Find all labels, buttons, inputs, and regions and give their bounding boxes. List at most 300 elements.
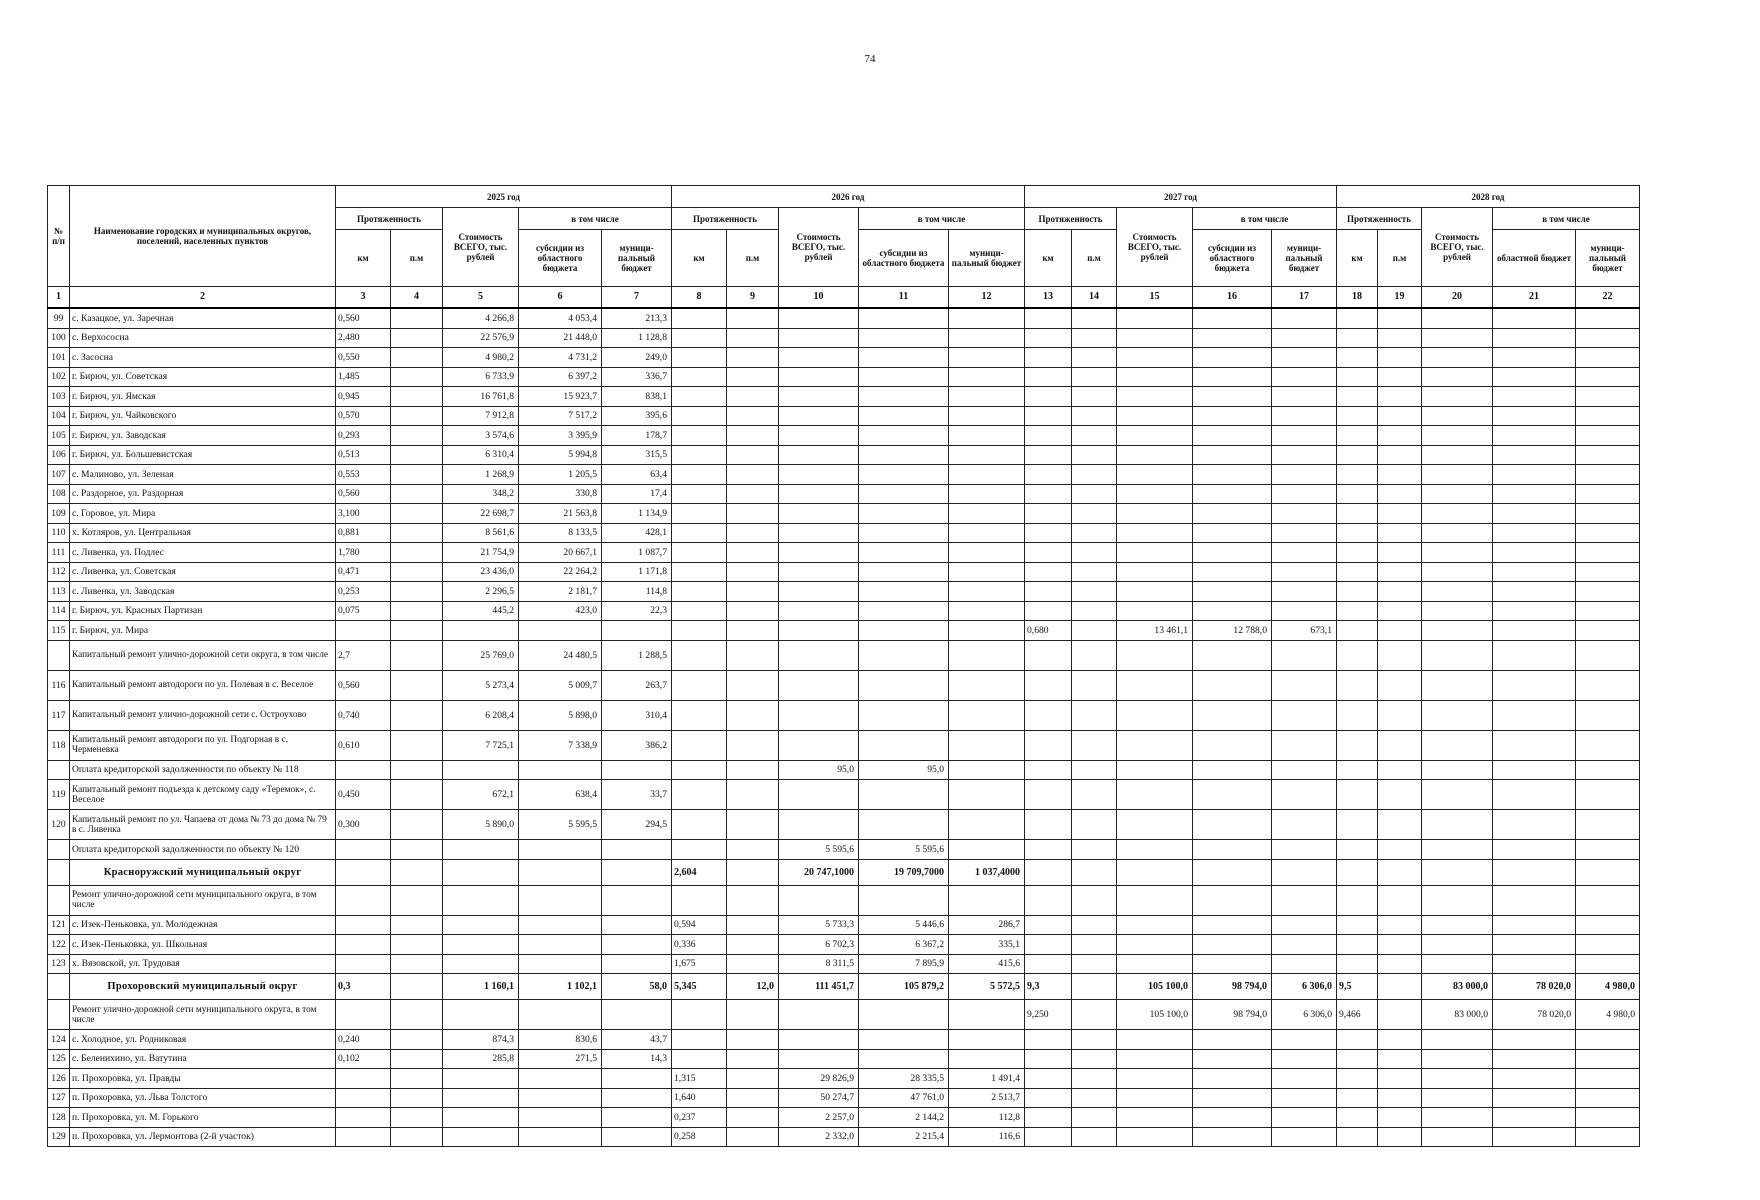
value-cell: 0,336 <box>672 935 727 955</box>
value-cell <box>727 1030 779 1050</box>
column-number: 16 <box>1193 287 1272 309</box>
value-cell <box>1072 840 1117 860</box>
value-cell: 22,3 <box>602 601 672 621</box>
row-name: Капитальный ремонт автодороги по ул. Полевая в с. Веселое <box>70 670 336 700</box>
value-cell: 673,1 <box>1272 621 1337 641</box>
value-cell <box>391 1108 443 1128</box>
header-km: км <box>1025 230 1072 287</box>
value-cell: 263,7 <box>602 670 672 700</box>
value-cell <box>779 700 859 730</box>
table-header <box>48 186 1640 309</box>
value-cell <box>1378 1127 1422 1147</box>
value-cell <box>779 1049 859 1069</box>
value-cell <box>727 1049 779 1069</box>
value-cell <box>1337 1127 1378 1147</box>
value-cell <box>779 730 859 760</box>
value-cell <box>336 760 391 780</box>
value-cell <box>1072 780 1117 810</box>
value-cell <box>1193 465 1272 485</box>
value-cell <box>391 840 443 860</box>
header-incl: в том числе <box>1193 208 1337 230</box>
column-number: 19 <box>1378 287 1422 309</box>
value-cell <box>1025 915 1072 935</box>
header-pm: п.м <box>727 230 779 287</box>
value-cell: 7 725,1 <box>443 730 519 760</box>
header-year-2026: 2026 год <box>672 186 1025 208</box>
column-numbers-row <box>48 287 1640 309</box>
value-cell <box>859 484 949 504</box>
value-cell <box>1493 1030 1576 1050</box>
value-cell <box>1193 504 1272 524</box>
value-cell <box>1422 601 1493 621</box>
value-cell <box>602 760 672 780</box>
value-cell: 0,560 <box>336 308 391 328</box>
value-cell <box>391 915 443 935</box>
page-number: 74 <box>864 53 876 65</box>
header-year-2028: 2028 год <box>1337 186 1640 208</box>
value-cell <box>391 954 443 974</box>
value-cell <box>779 1030 859 1050</box>
value-cell: 874,3 <box>443 1030 519 1050</box>
value-cell <box>391 445 443 465</box>
table-row <box>48 445 1640 465</box>
value-cell <box>602 954 672 974</box>
row-name: п. Прохоровка, ул. Льва Толстого <box>70 1088 336 1108</box>
row-name: х. Вязовской, ул. Трудовая <box>70 954 336 974</box>
value-cell <box>1193 1127 1272 1147</box>
value-cell <box>727 543 779 563</box>
value-cell <box>1025 367 1072 387</box>
value-cell <box>1378 760 1422 780</box>
value-cell <box>1493 484 1576 504</box>
value-cell: 5,345 <box>672 974 727 1000</box>
value-cell <box>1378 935 1422 955</box>
value-cell <box>391 406 443 426</box>
value-cell: 7 895,9 <box>859 954 949 974</box>
row-name: с. Засосна <box>70 348 336 368</box>
value-cell <box>1025 885 1072 915</box>
value-cell <box>391 1127 443 1147</box>
value-cell <box>1025 308 1072 328</box>
value-cell <box>1378 465 1422 485</box>
value-cell <box>1378 780 1422 810</box>
value-cell: 1 205,5 <box>519 465 602 485</box>
value-cell <box>1025 1049 1072 1069</box>
value-cell <box>1422 465 1493 485</box>
value-cell <box>1272 730 1337 760</box>
value-cell <box>391 935 443 955</box>
value-cell: 0,680 <box>1025 621 1072 641</box>
row-name: с. Ливенка, ул. Подлес <box>70 543 336 563</box>
value-cell: 4 053,4 <box>519 308 602 328</box>
value-cell <box>949 621 1025 641</box>
column-number: 9 <box>727 287 779 309</box>
value-cell <box>727 954 779 974</box>
value-cell <box>602 1127 672 1147</box>
row-number: 126 <box>48 1069 70 1089</box>
value-cell <box>391 348 443 368</box>
value-cell: 2 332,0 <box>779 1127 859 1147</box>
value-cell <box>859 406 949 426</box>
value-cell <box>727 387 779 407</box>
value-cell <box>391 1049 443 1069</box>
value-cell: 5 572,5 <box>949 974 1025 1000</box>
value-cell <box>443 954 519 974</box>
value-cell <box>602 840 672 860</box>
value-cell <box>1576 700 1640 730</box>
value-cell <box>1025 810 1072 840</box>
value-cell <box>1193 840 1272 860</box>
value-cell: 21 448,0 <box>519 328 602 348</box>
value-cell <box>1378 974 1422 1000</box>
header-incl: в том числе <box>519 208 672 230</box>
table-row <box>48 504 1640 524</box>
value-cell <box>1422 348 1493 368</box>
value-cell <box>391 387 443 407</box>
value-cell <box>1193 700 1272 730</box>
value-cell <box>1072 730 1117 760</box>
value-cell: 285,8 <box>443 1049 519 1069</box>
value-cell <box>1576 954 1640 974</box>
value-cell <box>1493 543 1576 563</box>
table-row <box>48 700 1640 730</box>
value-cell <box>1422 445 1493 465</box>
value-cell <box>1493 328 1576 348</box>
value-cell <box>391 465 443 485</box>
value-cell <box>1337 523 1378 543</box>
value-cell: 6 306,0 <box>1272 1000 1337 1030</box>
value-cell: 286,7 <box>949 915 1025 935</box>
value-cell <box>1337 840 1378 860</box>
header-cost: Стоимость ВСЕГО, тыс. рублей <box>443 208 519 287</box>
value-cell: 2 215,4 <box>859 1127 949 1147</box>
value-cell <box>672 387 727 407</box>
value-cell <box>336 859 391 885</box>
value-cell <box>1378 1108 1422 1128</box>
value-cell <box>1272 387 1337 407</box>
value-cell <box>1337 954 1378 974</box>
value-cell <box>727 760 779 780</box>
value-cell: 330,8 <box>519 484 602 504</box>
value-cell: 6 733,9 <box>443 367 519 387</box>
header-pm: п.м <box>1072 230 1117 287</box>
value-cell <box>1337 700 1378 730</box>
value-cell <box>727 859 779 885</box>
value-cell: 1 128,8 <box>602 328 672 348</box>
value-cell <box>1072 348 1117 368</box>
value-cell <box>1193 885 1272 915</box>
value-cell <box>859 700 949 730</box>
value-cell <box>1493 730 1576 760</box>
value-cell <box>1422 1030 1493 1050</box>
value-cell <box>1193 562 1272 582</box>
value-cell: 50 274,7 <box>779 1088 859 1108</box>
value-cell <box>1378 810 1422 840</box>
value-cell <box>391 1088 443 1108</box>
value-cell <box>1378 1069 1422 1089</box>
value-cell: 830,6 <box>519 1030 602 1050</box>
value-cell <box>949 700 1025 730</box>
value-cell <box>1422 387 1493 407</box>
value-cell <box>1422 1088 1493 1108</box>
value-cell: 23 436,0 <box>443 562 519 582</box>
value-cell: 105 879,2 <box>859 974 949 1000</box>
header-km: км <box>672 230 727 287</box>
row-name: г. Бирюч, ул. Советская <box>70 367 336 387</box>
value-cell: 3 395,9 <box>519 426 602 446</box>
value-cell <box>1422 426 1493 446</box>
value-cell <box>336 621 391 641</box>
value-cell <box>1272 1049 1337 1069</box>
value-cell <box>1072 465 1117 485</box>
header-subsidy: субсидии из областного бюджета <box>519 230 602 287</box>
value-cell <box>1025 1069 1072 1089</box>
value-cell <box>1025 543 1072 563</box>
value-cell: 1 491,4 <box>949 1069 1025 1089</box>
header-length: Протяженность <box>1337 208 1422 230</box>
value-cell <box>1193 406 1272 426</box>
value-cell: 5 273,4 <box>443 670 519 700</box>
row-name: Капитальный ремонт по ул. Чапаева от дома № 73 до дома № 79 в с. Ливенка <box>70 810 336 840</box>
value-cell <box>859 1000 949 1030</box>
value-cell <box>1072 484 1117 504</box>
column-number: 5 <box>443 287 519 309</box>
value-cell <box>1337 426 1378 446</box>
table-row <box>48 885 1640 915</box>
value-cell <box>1072 1069 1117 1089</box>
value-cell <box>859 730 949 760</box>
header-regional: областной бюджет <box>1493 230 1576 287</box>
value-cell <box>391 974 443 1000</box>
value-cell <box>1072 523 1117 543</box>
header-km: км <box>1337 230 1378 287</box>
value-cell: 0,075 <box>336 601 391 621</box>
value-cell <box>1117 582 1193 602</box>
value-cell <box>519 760 602 780</box>
value-cell <box>1337 640 1378 670</box>
value-cell <box>1193 582 1272 602</box>
value-cell <box>1493 348 1576 368</box>
value-cell <box>859 885 949 915</box>
table-row <box>48 465 1640 485</box>
value-cell <box>727 730 779 760</box>
value-cell: 2,480 <box>336 328 391 348</box>
value-cell <box>1576 670 1640 700</box>
table-row <box>48 1030 1640 1050</box>
value-cell <box>1576 484 1640 504</box>
value-cell <box>859 523 949 543</box>
value-cell <box>949 465 1025 485</box>
value-cell <box>1337 915 1378 935</box>
value-cell: 178,7 <box>602 426 672 446</box>
value-cell: 7 517,2 <box>519 406 602 426</box>
value-cell <box>1072 1000 1117 1030</box>
header-subsidy: субсидии из областного бюджета <box>859 230 949 287</box>
value-cell <box>1337 328 1378 348</box>
column-number: 6 <box>519 287 602 309</box>
value-cell <box>1422 1069 1493 1089</box>
value-cell <box>336 935 391 955</box>
column-number: 3 <box>336 287 391 309</box>
value-cell: 2 296,5 <box>443 582 519 602</box>
table-row <box>48 935 1640 955</box>
value-cell <box>1378 523 1422 543</box>
value-cell <box>1193 954 1272 974</box>
value-cell <box>1337 1030 1378 1050</box>
value-cell <box>1117 885 1193 915</box>
value-cell <box>1378 406 1422 426</box>
value-cell <box>391 640 443 670</box>
value-cell <box>1378 445 1422 465</box>
value-cell <box>1337 562 1378 582</box>
value-cell <box>859 367 949 387</box>
value-cell <box>1378 484 1422 504</box>
value-cell <box>1337 730 1378 760</box>
value-cell <box>1422 367 1493 387</box>
value-cell <box>859 465 949 485</box>
value-cell <box>1493 367 1576 387</box>
header-municipal: муници-пальный бюджет <box>949 230 1025 287</box>
value-cell <box>859 582 949 602</box>
value-cell <box>949 328 1025 348</box>
value-cell <box>1576 840 1640 860</box>
district-row <box>48 974 1640 1000</box>
value-cell <box>672 601 727 621</box>
value-cell <box>1493 760 1576 780</box>
value-cell <box>1117 465 1193 485</box>
value-cell <box>1493 465 1576 485</box>
value-cell <box>1378 387 1422 407</box>
value-cell <box>602 1088 672 1108</box>
value-cell <box>1493 935 1576 955</box>
header-municipal: муници-пальный бюджет <box>602 230 672 287</box>
value-cell <box>727 445 779 465</box>
value-cell <box>1272 348 1337 368</box>
value-cell <box>1072 328 1117 348</box>
value-cell <box>1493 1108 1576 1128</box>
value-cell: 415,6 <box>949 954 1025 974</box>
row-number <box>48 840 70 860</box>
value-cell <box>1378 1000 1422 1030</box>
value-cell: 20 667,1 <box>519 543 602 563</box>
value-cell <box>1025 601 1072 621</box>
value-cell <box>391 760 443 780</box>
value-cell <box>1025 328 1072 348</box>
value-cell <box>1422 700 1493 730</box>
value-cell <box>672 328 727 348</box>
value-cell <box>1422 484 1493 504</box>
value-cell <box>1576 859 1640 885</box>
value-cell <box>443 840 519 860</box>
header-name: Наименование городских и муниципальных округов, поселений, населенных пунктов <box>70 186 336 287</box>
value-cell <box>1072 1127 1117 1147</box>
value-cell <box>1378 308 1422 328</box>
value-cell <box>1072 601 1117 621</box>
value-cell <box>1272 1108 1337 1128</box>
value-cell <box>1117 1127 1193 1147</box>
value-cell <box>1193 730 1272 760</box>
value-cell <box>1025 780 1072 810</box>
value-cell <box>779 543 859 563</box>
row-number: 115 <box>48 621 70 641</box>
row-name: с. Малиново, ул. Зеленая <box>70 465 336 485</box>
value-cell <box>1576 640 1640 670</box>
value-cell <box>859 445 949 465</box>
value-cell <box>727 810 779 840</box>
value-cell: 1,675 <box>672 954 727 974</box>
value-cell: 17,4 <box>602 484 672 504</box>
value-cell <box>1025 1127 1072 1147</box>
value-cell <box>519 954 602 974</box>
value-cell <box>1493 504 1576 524</box>
value-cell <box>1193 445 1272 465</box>
value-cell <box>949 1030 1025 1050</box>
value-cell <box>949 730 1025 760</box>
value-cell: 12,0 <box>727 974 779 1000</box>
value-cell: 8 561,6 <box>443 523 519 543</box>
value-cell <box>1117 1049 1193 1069</box>
row-number: 120 <box>48 810 70 840</box>
value-cell <box>1272 954 1337 974</box>
value-cell: 0,258 <box>672 1127 727 1147</box>
column-number: 4 <box>391 287 443 309</box>
value-cell: 6 367,2 <box>859 935 949 955</box>
value-cell <box>391 885 443 915</box>
table-row <box>48 308 1640 328</box>
value-cell <box>779 601 859 621</box>
value-cell: 6 306,0 <box>1272 974 1337 1000</box>
value-cell <box>1117 1030 1193 1050</box>
value-cell: 6 208,4 <box>443 700 519 730</box>
value-cell <box>336 1127 391 1147</box>
value-cell <box>949 523 1025 543</box>
row-name: г. Бирюч, ул. Большевистская <box>70 445 336 465</box>
value-cell <box>1422 730 1493 760</box>
value-cell: 20 747,1000 <box>779 859 859 885</box>
value-cell <box>1378 367 1422 387</box>
row-name: Оплата кредиторской задолженности по объекту № 120 <box>70 840 336 860</box>
value-cell <box>727 915 779 935</box>
row-name: с. Изек-Пеньковка, ул. Школьная <box>70 935 336 955</box>
value-cell <box>1072 935 1117 955</box>
value-cell <box>727 621 779 641</box>
value-cell <box>779 670 859 700</box>
value-cell <box>727 465 779 485</box>
value-cell <box>1272 810 1337 840</box>
road-repair-budget-table <box>47 185 1640 1147</box>
header-municipal: муници-пальный бюджет <box>1272 230 1337 287</box>
value-cell <box>1272 840 1337 860</box>
value-cell <box>1072 308 1117 328</box>
value-cell <box>779 367 859 387</box>
value-cell <box>1493 810 1576 840</box>
row-name: Оплата кредиторской задолженности по объекту № 118 <box>70 760 336 780</box>
value-cell <box>1193 426 1272 446</box>
value-cell <box>1072 406 1117 426</box>
value-cell: 2 144,2 <box>859 1108 949 1128</box>
table-row <box>48 601 1640 621</box>
value-cell <box>1337 780 1378 810</box>
table-row <box>48 406 1640 426</box>
value-cell <box>1025 484 1072 504</box>
value-cell: 1 171,8 <box>602 562 672 582</box>
value-cell <box>1422 780 1493 810</box>
value-cell <box>1422 954 1493 974</box>
header-length: Протяженность <box>672 208 779 230</box>
row-number: 109 <box>48 504 70 524</box>
value-cell <box>391 810 443 840</box>
value-cell <box>519 1108 602 1128</box>
